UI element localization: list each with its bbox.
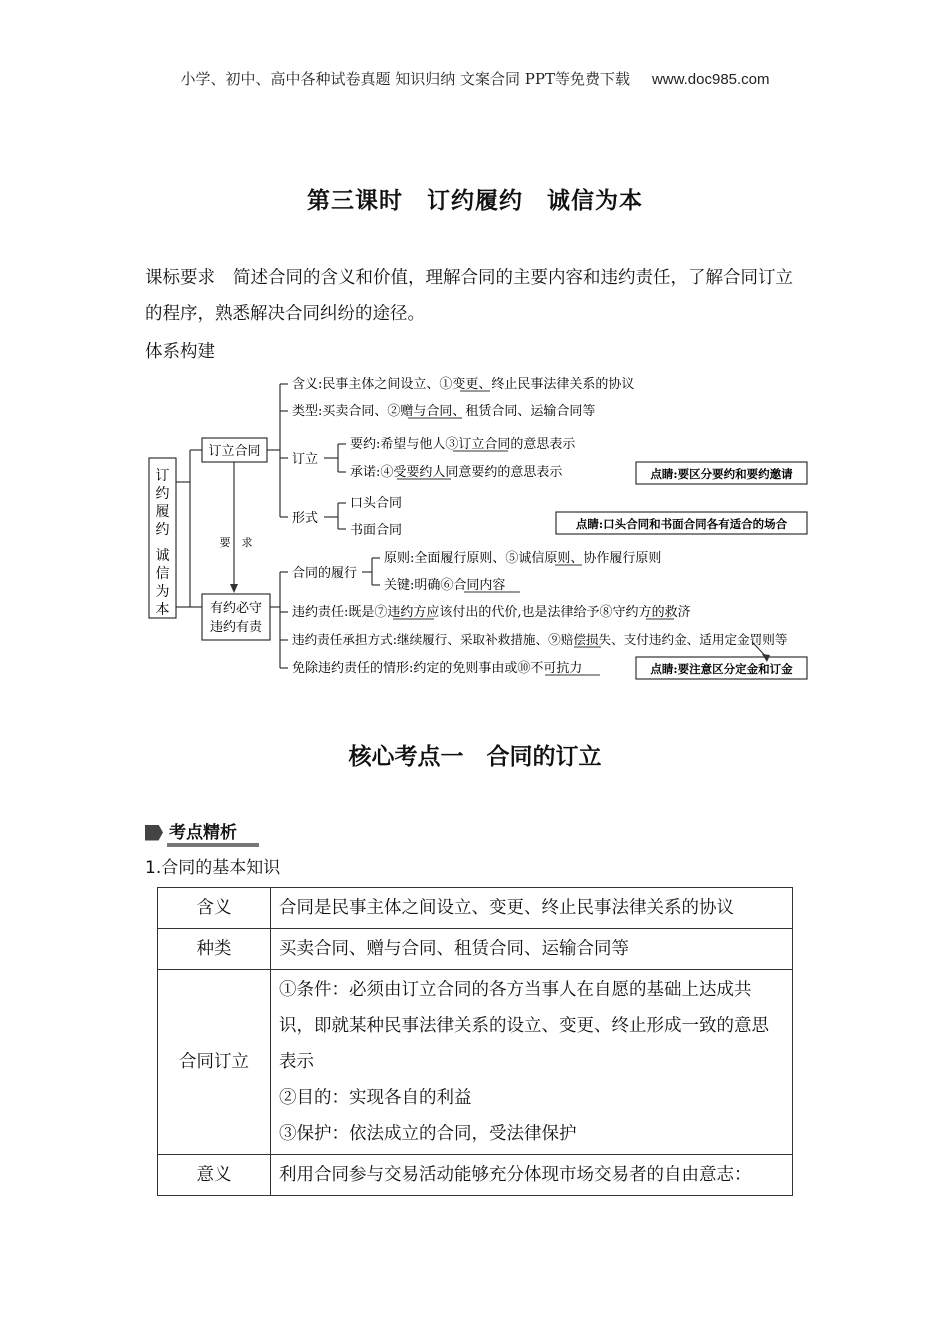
root-char: 约 bbox=[155, 486, 170, 502]
root-char: 本 bbox=[155, 602, 170, 618]
type-line: 类型:买卖合同、②赠与合同、租赁合同、运输合同等 bbox=[292, 404, 596, 419]
section-tag bbox=[145, 818, 259, 847]
table-row bbox=[158, 888, 793, 929]
knowledge-table bbox=[157, 887, 793, 1196]
section-title: 核心考点一 合同的订立 bbox=[348, 744, 602, 770]
note-3: 点睛:要注意区分定金和订金 bbox=[650, 662, 793, 676]
arrow-label: 要 求 bbox=[219, 536, 253, 549]
standard-label: 课标要求 bbox=[145, 268, 215, 288]
written-contract: 书面合同 bbox=[350, 523, 403, 538]
root-char: 信 bbox=[155, 566, 170, 582]
root-char: 诚 bbox=[155, 548, 170, 564]
principle-line: 原则:全面履行原则、⑤诚信原则、协作履行原则 bbox=[384, 551, 662, 566]
root-char: 履 bbox=[155, 504, 170, 520]
page-title: 第三课时 订约履约 诚信为本 bbox=[307, 188, 643, 214]
note-1: 点睛:要区分要约和要约邀请 bbox=[650, 467, 793, 481]
root-text bbox=[156, 468, 170, 618]
node-keep-label-2: 违约有责 bbox=[209, 620, 263, 635]
page-header bbox=[0, 68, 950, 89]
offer-line: 要约:希望与他人③订立合同的意思表示 bbox=[350, 437, 576, 452]
exempt-line: 免除违约责任的情形:约定的免则事由或⑩不可抗力 bbox=[292, 661, 583, 676]
table-key: 含义 bbox=[158, 888, 271, 929]
tag-text: 考点精析 bbox=[167, 818, 259, 847]
system-label: 体系构建 bbox=[145, 342, 215, 362]
bear-line: 违约责任承担方式:继续履行、采取补救措施、⑨赔偿损失、支付违约金、适用定金罚则等 bbox=[292, 632, 788, 647]
condition-item: ①条件：必须由订立合同的各方当事人在自愿的基础上达成共识，即就某种民事法律关系的设立、变更、终止形成一致的意思表示 bbox=[279, 980, 769, 1072]
sign-label: 订立 bbox=[292, 452, 319, 467]
root-char: 为 bbox=[155, 584, 170, 600]
standard-text: 简述合同的含义和价值，理解合同的主要内容和违约责任，了解合同订立的程序，熟悉解决合同纠纷的途径。 bbox=[145, 268, 793, 324]
root-char: 订 bbox=[155, 468, 170, 484]
header-site-text: 小学、初中、高中各种试卷真题 知识归纳 文案合同 PPT等免费下载 bbox=[180, 70, 630, 88]
table-row bbox=[158, 929, 793, 970]
purpose-item: ②目的：实现各自的利益 bbox=[279, 1088, 472, 1108]
table-value: 合同是民事主体之间设立、变更、终止民事法律关系的协议 bbox=[271, 888, 793, 929]
node-keep-label-1: 有约必守 bbox=[209, 601, 263, 616]
table-key: 意义 bbox=[158, 1155, 271, 1196]
root-char: 约 bbox=[155, 522, 170, 538]
table-row bbox=[158, 970, 793, 1155]
table-value: 利用合同参与交易活动能够充分体现市场交易者的自由意志： bbox=[271, 1155, 793, 1196]
header-url[interactable]: www.doc985.com bbox=[651, 71, 770, 88]
node-sign-label: 订立合同 bbox=[208, 444, 261, 459]
curriculum-standard bbox=[145, 260, 810, 332]
table-value: 买卖合同、赠与合同、租赁合同、运输合同等 bbox=[271, 929, 793, 970]
table-row bbox=[158, 1155, 793, 1196]
note-2: 点睛:口头合同和书面合同各有适合的场合 bbox=[575, 517, 788, 531]
meaning-line: 含义:民事主体之间设立、①变更、终止民事法律关系的协议 bbox=[292, 377, 635, 392]
form-label: 形式 bbox=[292, 511, 319, 526]
table-key: 种类 bbox=[158, 929, 271, 970]
subheading: 1.合同的基本知识 bbox=[145, 858, 281, 878]
oral-contract: 口头合同 bbox=[350, 496, 403, 511]
table-value bbox=[271, 970, 793, 1155]
knowledge-diagram bbox=[140, 372, 820, 684]
accept-line: 承诺:④受要约人同意要约的意思表示 bbox=[350, 465, 563, 480]
table-key: 合同订立 bbox=[158, 970, 271, 1155]
breach-line: 违约责任:既是⑦违约方应该付出的代价,也是法律给予⑧守约方的救济 bbox=[292, 605, 691, 620]
key-line: 关键:明确⑥合同内容 bbox=[384, 578, 506, 593]
tag-marker-icon bbox=[145, 825, 163, 841]
perform-label: 合同的履行 bbox=[292, 566, 358, 581]
protection-item: ③保护：依法成立的合同，受法律保护 bbox=[279, 1124, 577, 1144]
